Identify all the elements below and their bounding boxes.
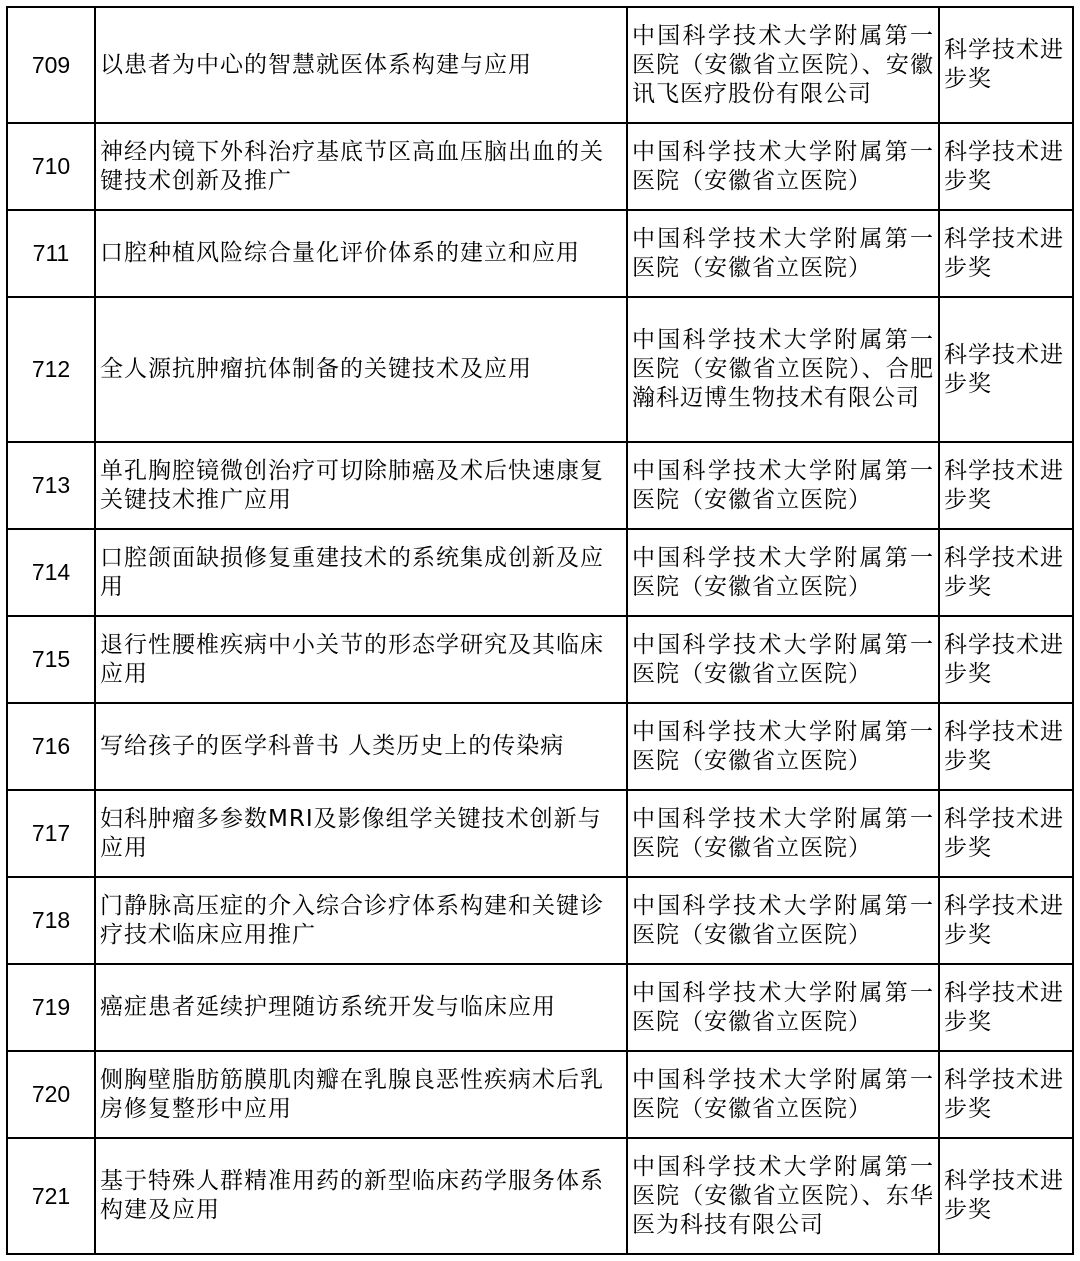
completing-unit: 中国科学技术大学附属第一医院（安徽省立医院）: [627, 877, 939, 964]
award-type: 科学技术进步奖: [939, 7, 1073, 123]
completing-unit: 中国科学技术大学附属第一医院（安徽省立医院）: [627, 703, 939, 790]
row-number: 713: [7, 442, 95, 529]
completing-unit: 中国科学技术大学附属第一医院（安徽省立医院）: [627, 442, 939, 529]
table-row: [7, 703, 1073, 790]
table-row: [7, 297, 1073, 442]
award-table: [6, 6, 1074, 1255]
completing-unit: 中国科学技术大学附属第一医院（安徽省立医院）、安徽讯飞医疗股份有限公司: [627, 7, 939, 123]
project-name: 退行性腰椎疾病中小关节的形态学研究及其临床应用: [95, 616, 627, 703]
table-row: [7, 616, 1073, 703]
row-number: 720: [7, 1051, 95, 1138]
table-row: [7, 442, 1073, 529]
project-name: 口腔颌面缺损修复重建技术的系统集成创新及应用: [95, 529, 627, 616]
award-type: 科学技术进步奖: [939, 877, 1073, 964]
completing-unit: 中国科学技术大学附属第一医院（安徽省立医院）: [627, 790, 939, 877]
table-row: [7, 210, 1073, 297]
table-row: [7, 1051, 1073, 1138]
award-type: 科学技术进步奖: [939, 1051, 1073, 1138]
project-name: 侧胸壁脂肪筋膜肌肉瓣在乳腺良恶性疾病术后乳房修复整形中应用: [95, 1051, 627, 1138]
row-number: 710: [7, 123, 95, 210]
award-type: 科学技术进步奖: [939, 529, 1073, 616]
completing-unit: 中国科学技术大学附属第一医院（安徽省立医院）: [627, 123, 939, 210]
row-number: 711: [7, 210, 95, 297]
project-name: 口腔种植风险综合量化评价体系的建立和应用: [95, 210, 627, 297]
table-row: [7, 790, 1073, 877]
award-type: 科学技术进步奖: [939, 703, 1073, 790]
award-type: 科学技术进步奖: [939, 616, 1073, 703]
completing-unit: 中国科学技术大学附属第一医院（安徽省立医院）: [627, 1051, 939, 1138]
completing-unit: 中国科学技术大学附属第一医院（安徽省立医院）: [627, 529, 939, 616]
row-number: 721: [7, 1138, 95, 1254]
award-type: 科学技术进步奖: [939, 1138, 1073, 1254]
row-number: 712: [7, 297, 95, 442]
project-name: 癌症患者延续护理随访系统开发与临床应用: [95, 964, 627, 1051]
completing-unit: 中国科学技术大学附属第一医院（安徽省立医院）: [627, 210, 939, 297]
project-name: 写给孩子的医学科普书 人类历史上的传染病: [95, 703, 627, 790]
completing-unit: 中国科学技术大学附属第一医院（安徽省立医院）、东华医为科技有限公司: [627, 1138, 939, 1254]
table-row: [7, 7, 1073, 123]
table-row: [7, 877, 1073, 964]
row-number: 717: [7, 790, 95, 877]
completing-unit: 中国科学技术大学附属第一医院（安徽省立医院）: [627, 616, 939, 703]
project-name: 全人源抗肿瘤抗体制备的关键技术及应用: [95, 297, 627, 442]
award-type: 科学技术进步奖: [939, 964, 1073, 1051]
row-number: 718: [7, 877, 95, 964]
row-number: 714: [7, 529, 95, 616]
award-type: 科学技术进步奖: [939, 790, 1073, 877]
award-list-sheet: [6, 6, 1072, 1255]
table-row: [7, 529, 1073, 616]
project-name: 门静脉高压症的介入综合诊疗体系构建和关键诊疗技术临床应用推广: [95, 877, 627, 964]
row-number: 709: [7, 7, 95, 123]
award-type: 科学技术进步奖: [939, 442, 1073, 529]
row-number: 715: [7, 616, 95, 703]
completing-unit: 中国科学技术大学附属第一医院（安徽省立医院）、合肥瀚科迈博生物技术有限公司: [627, 297, 939, 442]
project-name: 基于特殊人群精准用药的新型临床药学服务体系构建及应用: [95, 1138, 627, 1254]
award-type: 科学技术进步奖: [939, 210, 1073, 297]
table-row: [7, 1138, 1073, 1254]
table-row: [7, 964, 1073, 1051]
table-row: [7, 123, 1073, 210]
project-name: 单孔胸腔镜微创治疗可切除肺癌及术后快速康复关键技术推广应用: [95, 442, 627, 529]
award-type: 科学技术进步奖: [939, 123, 1073, 210]
project-name: 以患者为中心的智慧就医体系构建与应用: [95, 7, 627, 123]
project-name: 神经内镜下外科治疗基底节区高血压脑出血的关键技术创新及推广: [95, 123, 627, 210]
project-name: 妇科肿瘤多参数MRI及影像组学关键技术创新与应用: [95, 790, 627, 877]
completing-unit: 中国科学技术大学附属第一医院（安徽省立医院）: [627, 964, 939, 1051]
row-number: 719: [7, 964, 95, 1051]
award-type: 科学技术进步奖: [939, 297, 1073, 442]
row-number: 716: [7, 703, 95, 790]
